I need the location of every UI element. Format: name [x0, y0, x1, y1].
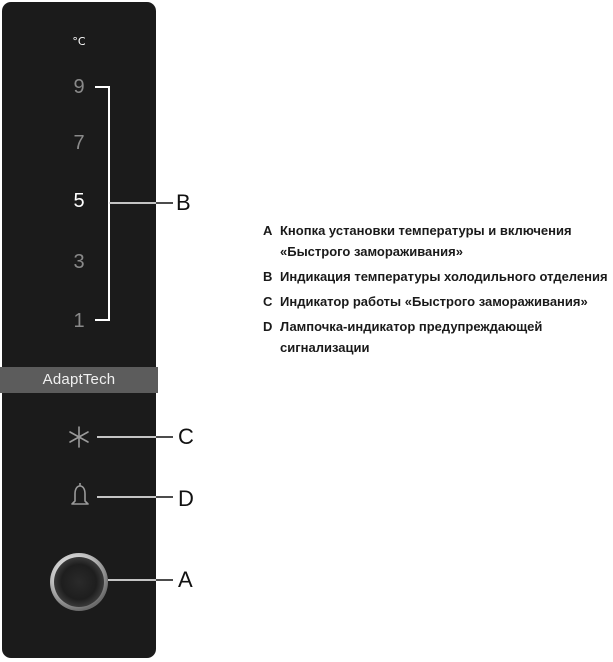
callout-b: B [176, 190, 191, 215]
temperature-3: 3 [73, 251, 85, 273]
bell-icon [72, 483, 88, 504]
legend-text: Кнопка установки температуры и включения «Быстрого замораживания» [280, 223, 572, 259]
legend-key: A [263, 223, 273, 238]
legend-item-c [263, 291, 608, 312]
callout-c: C [178, 424, 194, 449]
snowflake-asterisk-icon [70, 427, 88, 447]
callout-a: A [178, 567, 193, 592]
legend-text: Индикатор работы «Быстрого замораживания» [280, 294, 588, 309]
legend [263, 220, 608, 362]
temperature-5: 5 [73, 190, 85, 212]
legend-key: D [263, 319, 273, 334]
legend-item-d [263, 316, 608, 358]
brand-label: AdaptTech [42, 371, 116, 388]
temperature-bracket [95, 87, 109, 320]
legend-key: B [263, 269, 273, 284]
legend-key: C [263, 294, 273, 309]
temperature-unit: °C [72, 35, 86, 48]
legend-item-a [263, 220, 608, 262]
temperature-9: 9 [73, 76, 85, 98]
round-button[interactable] [50, 553, 108, 611]
legend-text: Индикация температуры холодильного отделения [280, 269, 608, 284]
legend-item-b [263, 266, 608, 287]
callout-d: D [178, 486, 194, 511]
temperature-1: 1 [73, 310, 85, 332]
temperature-7: 7 [73, 132, 85, 154]
legend-text: Лампочка-индикатор предупреждающей сигнализации [280, 319, 543, 355]
